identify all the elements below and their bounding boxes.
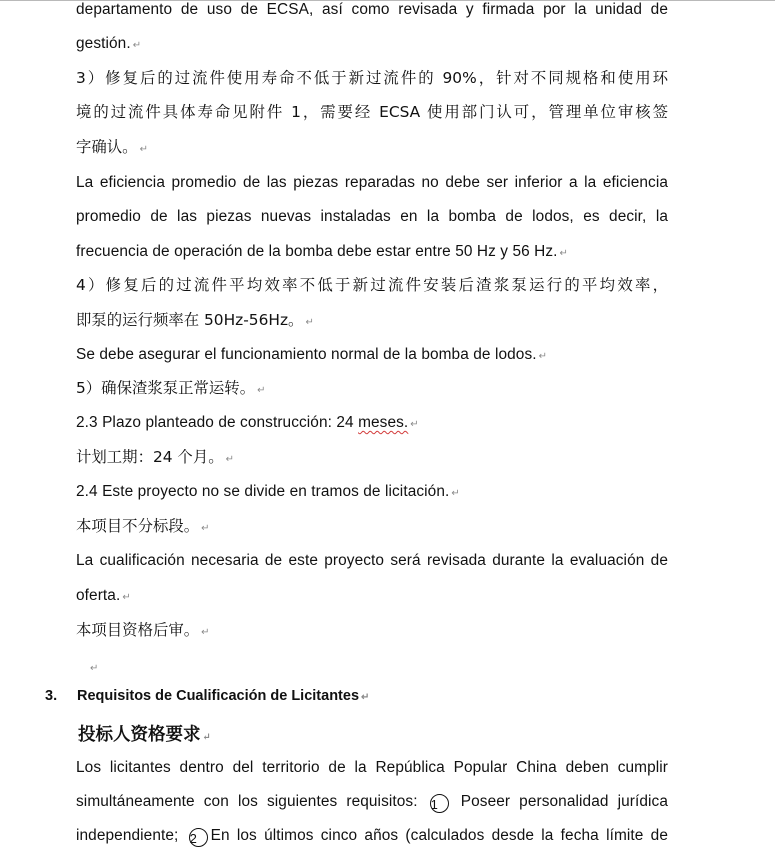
paragraph-mark: ↵ <box>202 732 211 743</box>
text-line: simultáneamente con los siguientes requisitos: 1 Poseer personalidad jurídica <box>76 793 668 812</box>
paragraph-mark: ↵ <box>90 663 99 674</box>
paragraph-mark: ↵ <box>451 488 460 499</box>
section-heading <box>45 688 369 704</box>
text-line: frecuencia de operación de la bomba debe estar entre 50 Hz y 56 Hz. ↵ <box>76 243 569 260</box>
text-line: La cualificación necesaria de este proyecto será revisada durante la evaluación de <box>76 552 668 569</box>
circled-number: 2 <box>189 828 208 847</box>
text-line: Se debe asegurar el funcionamiento normal de la bomba de lodos. ↵ <box>76 346 548 363</box>
text-line: Los licitantes dentro del territorio de la República Popular China deben cumplir <box>76 759 668 776</box>
paragraph-mark: ↵ <box>410 419 419 430</box>
text-line: 即泵的运行频率在 50Hz-56Hz。 ↵ <box>76 311 314 329</box>
text-line: independiente; 2 En los últimos cinco años (calculados desde la fecha límite de <box>76 827 668 846</box>
section-number: 3. <box>45 688 58 704</box>
paragraph-mark: ↵ <box>122 592 131 603</box>
paragraph-mark: ↵ <box>305 317 314 328</box>
text-line: 本项目不分标段。 ↵ <box>76 517 210 535</box>
paragraph-mark: ↵ <box>257 385 266 396</box>
paragraph-mark: ↵ <box>201 523 210 534</box>
text-line: 3）修复后的过流件使用寿命不低于新过流件的 90%，针对不同规格和使用环 <box>76 69 668 87</box>
section-title: Requisitos de Cualificación de Licitantes <box>77 688 360 704</box>
text-line: 境的过流件具体寿命见附件 1，需要经 ECSA 使用部门认可，管理单位审核签 <box>76 103 668 121</box>
paragraph-mark: ↵ <box>559 248 569 259</box>
empty-line <box>88 656 680 679</box>
text-line: 4）修复后的过流件平均效率不低于新过流件安装后渣浆泵运行的平均效率， <box>76 276 668 294</box>
text-line: 2.3 Plazo planteado de construcción: 24 meses. ↵ <box>76 414 419 431</box>
paragraph-mark: ↵ <box>538 351 548 362</box>
text-line: gestión. ↵ <box>76 35 142 52</box>
paragraph-mark: ↵ <box>139 144 148 155</box>
text-line: 本项目资格后审。 ↵ <box>76 621 210 639</box>
text-line: 5）确保渣浆泵正常运转。 ↵ <box>76 379 266 397</box>
text-line: departamento de uso de ECSA, así como revisada y firmada por la unidad de <box>76 1 668 18</box>
paragraph-mark: ↵ <box>361 692 370 703</box>
text-line: 计划工期：24 个月。 ↵ <box>76 448 234 466</box>
paragraph-mark: ↵ <box>201 627 210 638</box>
text-line: 字确认。 ↵ <box>76 138 148 156</box>
section-subtitle: 投标人资格要求 ↵ <box>78 725 211 745</box>
text-line: La eficiencia promedio de las piezas reparadas no debe ser inferior a la eficiencia <box>76 174 668 191</box>
circled-number: 1 <box>430 794 449 813</box>
spellcheck-word: meses. <box>358 414 409 431</box>
text-line: 2.4 Este proyecto no se divide en tramos de licitación. ↵ <box>76 483 460 500</box>
text-line: promedio de las piezas nuevas instaladas en la bomba de lodos, es decir, la <box>76 208 668 225</box>
paragraph-mark: ↵ <box>132 40 142 51</box>
paragraph-mark: ↵ <box>225 454 234 465</box>
text-line: oferta. ↵ <box>76 587 131 604</box>
